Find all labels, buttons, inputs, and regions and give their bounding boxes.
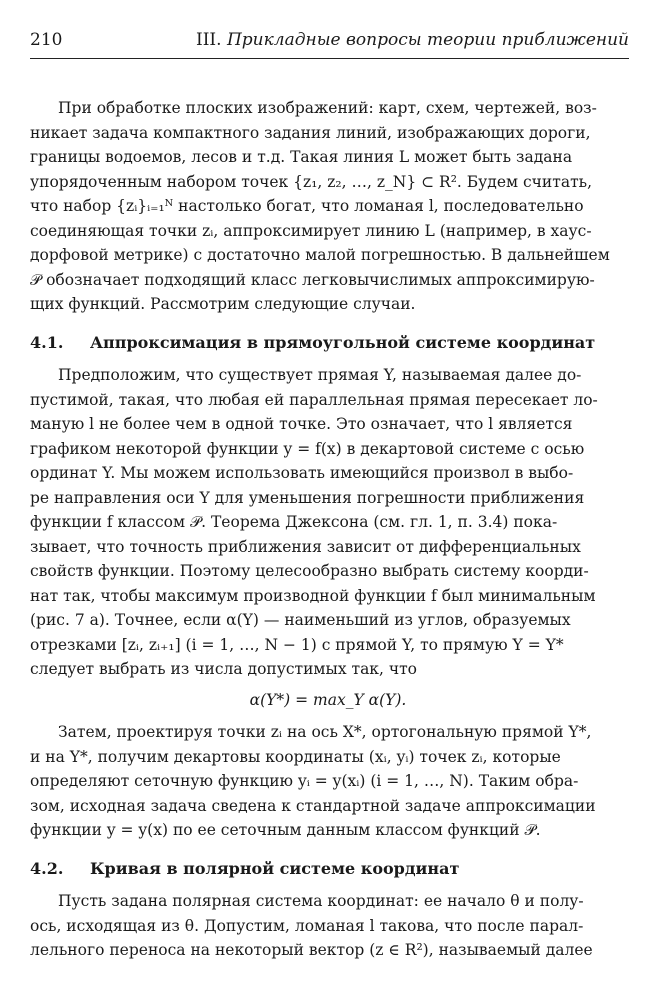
section-heading-4-2 — [30, 857, 626, 882]
text-line: свойств функции. Поэтому целесообразно выбрать систему коорди- — [30, 562, 589, 580]
text-line: 𝒫 обозначает подходящий класс легковычислимых аппроксимирую- — [30, 270, 595, 289]
text-line: (рис. 7 а). Точнее, если α(Y) — наименьший из углов, образуемых — [30, 611, 571, 629]
text-line: ось, исходящая из θ. Допустим, ломаная l такова, что после парал- — [30, 916, 584, 935]
text-line: нат так, чтобы максимум производной функции f был минимальным — [30, 586, 596, 605]
text-line: ре направления оси Y для уменьшения погрешности приближения — [30, 488, 585, 507]
section2-paragraph — [30, 889, 626, 963]
running-head — [196, 30, 629, 50]
text-line: ординат Y. Мы можем использовать имеющийся произвол в выбо- — [30, 464, 574, 482]
text-line: определяют сеточную функцию yᵢ = y(xᵢ) (i = 1, …, N). Таким обра- — [30, 772, 579, 790]
text-line: что набор {zᵢ}ᵢ₌₁ᴺ настолько богат, что ломаная l, последовательно — [30, 197, 584, 215]
text-line: никает задача компактного задания линий, изображающих дороги, — [30, 123, 591, 142]
display-formula: α(Y*) = max_Y α(Y). — [249, 690, 407, 709]
section-title: Аппроксимация в прямоугольной системе координат — [90, 332, 596, 352]
page-number: 210 — [30, 30, 63, 50]
text-line: зом, исходная задача сведена к стандартной задаче аппроксимации — [30, 796, 596, 815]
text-line: и на Y*, получим декартовы координаты (xᵢ, yᵢ) точек zᵢ, которые — [30, 747, 561, 766]
section-heading-4-1 — [30, 331, 626, 356]
text-line: функции f классом 𝒫. Теорема Джексона (см. гл. 1, п. 3.4) пока- — [30, 513, 558, 531]
text-line: функции y = y(x) по ее сеточным данным классом функций 𝒫. — [30, 821, 541, 839]
text-line: Затем, проектируя точки zᵢ на ось X*, ортогональную прямой Y*, — [58, 723, 592, 741]
text-line: следует выбрать из числа допустимых так, что — [30, 660, 418, 678]
text-line: графиком некоторой функции y = f(x) в декартовой системе с осью — [30, 439, 585, 458]
text-line: соединяющая точки zᵢ, аппроксимирует линию L (например, в хаус- — [30, 221, 592, 240]
intro-paragraph — [30, 96, 626, 317]
section1-continuation — [30, 720, 626, 843]
section1-paragraph — [30, 363, 626, 682]
section-number: 4.1. — [30, 332, 64, 352]
text-line: дорфовой метрике) с достаточно малой погрешностью. В дальнейшем — [30, 246, 610, 264]
page-header — [30, 30, 629, 54]
text-line: пустимой, такая, что любая ей параллельная прямая пересекает ло- — [30, 390, 598, 409]
text-line: упорядоченным набором точек {z₁, z₂, …, z_N} ⊂ R². Будем считать, — [30, 172, 593, 191]
text-line: щих функций. Рассмотрим следующие случаи. — [30, 295, 416, 313]
text-line: зывает, что точность приближения зависит от дифференциальных — [30, 537, 581, 556]
text-line: лельного переноса на некоторый вектор (z ∈ R²), называемый далее — [30, 941, 593, 959]
section-title: Кривая в полярной системе координат — [90, 858, 460, 878]
text-line: отрезками [zᵢ, zᵢ₊₁] (i = 1, …, N − 1) с прямой Y, то прямую Y = Y* — [30, 635, 564, 654]
running-title: Прикладные вопросы теории приближений — [226, 30, 629, 50]
header-rule — [30, 58, 629, 59]
page-body — [30, 96, 626, 963]
text-line: маную l не более чем в одной точке. Это означает, что l является — [30, 415, 573, 433]
text-line: границы водоемов, лесов и т.д. Такая линия L может быть задана — [30, 148, 573, 166]
text-line: Пусть задана полярная система координат: ее начало θ и полу- — [58, 892, 584, 910]
section-number: 4.2. — [30, 858, 64, 878]
chapter-roman: III. — [196, 30, 222, 50]
text-line: При обработке плоских изображений: карт, схем, чертежей, воз- — [58, 99, 597, 117]
text-line: Предположим, что существует прямая Y, называемая далее до- — [58, 366, 582, 384]
